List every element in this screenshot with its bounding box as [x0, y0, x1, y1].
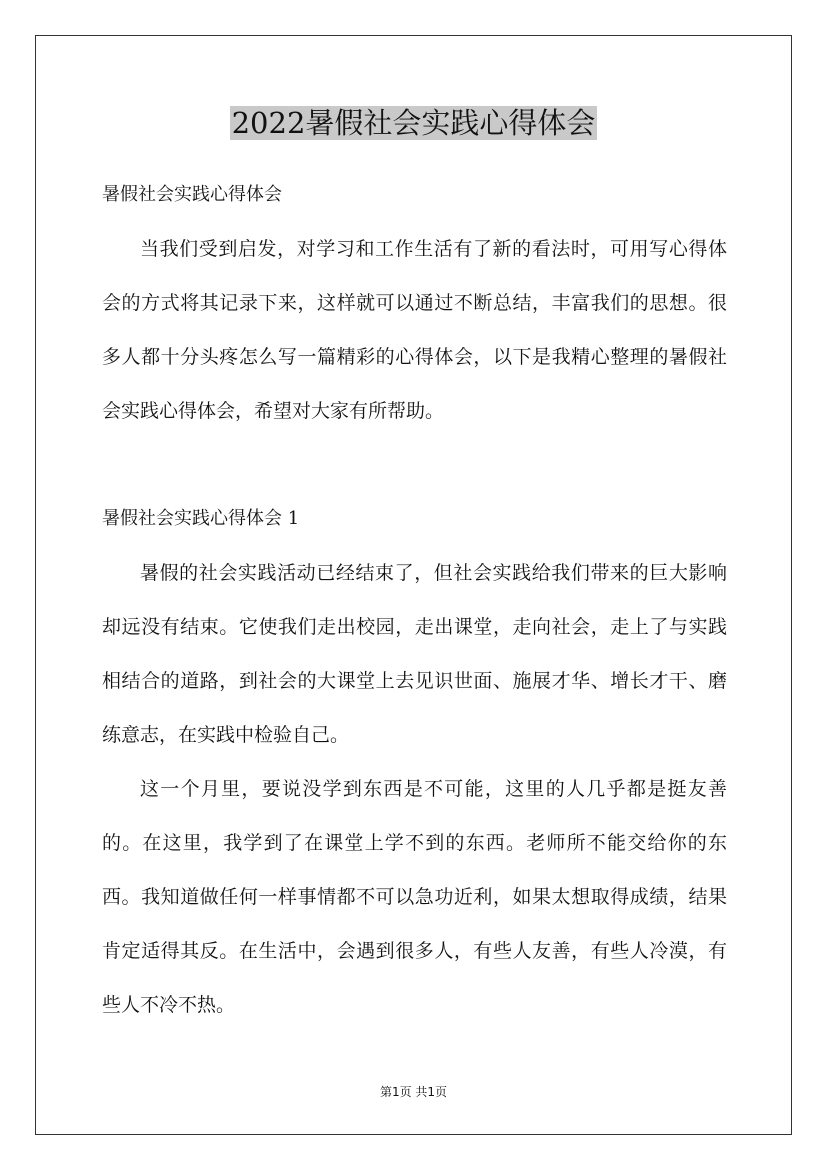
section-1-paragraph-1: 暑假的社会实践活动已经结束了，但社会实践给我们带来的巨大影响却远没有结束。它使我们走出校园，走出课堂，走向社会，走上了与实践相结合的道路，到社会的大课堂上去见识世面、施展才华、增长才干、磨练意志，在实践中检验自己。: [102, 562, 727, 746]
section-heading-intro: 暑假社会实践心得体会: [102, 184, 282, 205]
document-body: [102, 168, 727, 1032]
document-title: [0, 102, 827, 144]
page-footer: 第1页 共1页: [379, 1085, 448, 1099]
document-title-text: 2022暑假社会实践心得体会: [231, 106, 596, 140]
section-heading-1: 暑假社会实践心得体会 1: [102, 508, 300, 529]
intro-paragraph: 当我们受到启发，对学习和工作生活有了新的看法时，可用写心得体会的方式将其记录下来，这样就可以通过不断总结，丰富我们的思想。很多人都十分头疼怎么写一篇精彩的心得体会，以下是我精心整理的暑假社会实践心得体会，希望对大家有所帮助。: [102, 238, 727, 422]
section-1-paragraph-2: 这一个月里，要说没学到东西是不可能，这里的人几乎都是挺友善的。在这里，我学到了在课堂上学不到的东西。老师所不能交给你的东西。我知道做任何一样事情都不可以急功近利，如果太想取得成绩，结果肯定适得其反。在生活中，会遇到很多人，有些人友善，有些人冷漠，有些人不冷不热。: [102, 778, 727, 1016]
section-spacer: [102, 438, 727, 492]
